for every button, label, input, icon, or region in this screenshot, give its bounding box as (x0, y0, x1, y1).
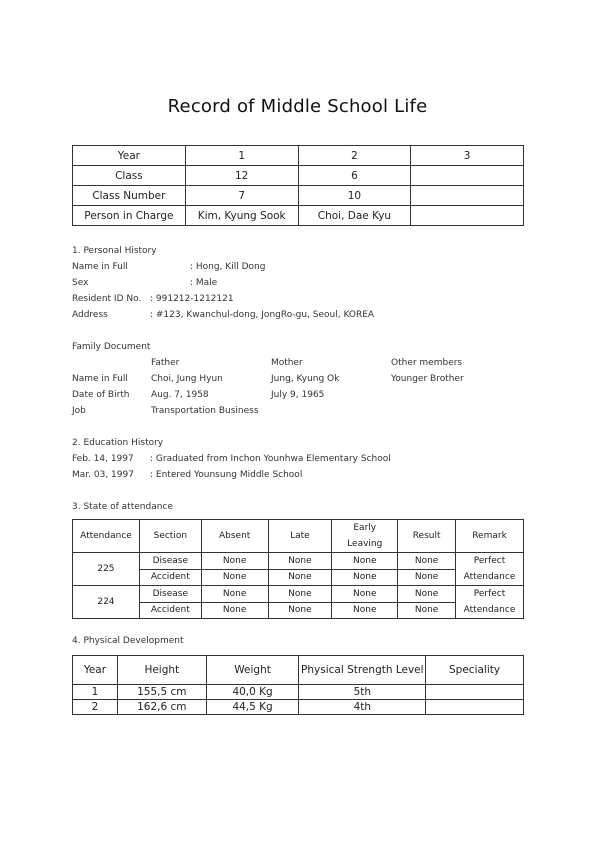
page-title: Record of Middle School Life (167, 96, 428, 117)
table-header-cell: Result (398, 520, 456, 553)
mother-name: Jung, Kyung Ok (271, 374, 340, 384)
table-cell: None (398, 586, 456, 603)
table-row (73, 586, 524, 603)
table-header-cell: Weight (206, 656, 299, 685)
family-col-father: Father (151, 358, 180, 368)
table-header-cell: Attendance (73, 520, 140, 553)
table-row (73, 656, 524, 685)
table-cell: Class (73, 166, 186, 186)
table-cell: 5th (299, 685, 426, 700)
table-cell (426, 700, 524, 715)
table-cell (411, 206, 524, 226)
table-header-cell: Absent (201, 520, 268, 553)
table-cell: 44,5 Kg (206, 700, 299, 715)
attendance-days: 224 (73, 586, 140, 619)
table-cell: None (201, 569, 268, 586)
table-cell: None (332, 586, 398, 603)
table-header-cell: Physical Strength Level (299, 656, 426, 685)
physical-heading: 4. Physical Development (72, 636, 184, 646)
table-cell: 7 (185, 186, 298, 206)
table-cell: None (268, 569, 332, 586)
family-col-mother: Mother (271, 358, 303, 368)
resident-id-value: : 991212-1212121 (150, 294, 234, 304)
table-cell: None (398, 602, 456, 619)
table-cell: None (332, 569, 398, 586)
table-cell: Class Number (73, 186, 186, 206)
resident-id-label: Resident ID No. (72, 294, 142, 304)
sex-value: : Male (190, 278, 218, 288)
table-header-cell: Year (73, 656, 118, 685)
table-header-cell: Early Leaving (332, 520, 398, 553)
family-dob-label: Date of Birth (72, 390, 130, 400)
table-cell: Disease (139, 553, 201, 570)
table-cell (426, 685, 524, 700)
education-text: : Entered Younsung Middle School (150, 470, 303, 480)
table-cell: None (332, 553, 398, 570)
address-value: : #123, Kwanchul-dong, JongRo-gu, Seoul, KOREA (150, 310, 375, 320)
father-dob: Aug. 7, 1958 (151, 390, 209, 400)
table-cell: 40,0 Kg (206, 685, 299, 700)
name-label: Name in Full (72, 262, 128, 272)
attendance-table (72, 519, 524, 619)
table-cell: Kim, Kyung Sook (185, 206, 298, 226)
mother-dob: July 9, 1965 (271, 390, 325, 400)
table-cell: 1 (73, 685, 118, 700)
table-header-cell: Speciality (426, 656, 524, 685)
table-cell: None (268, 586, 332, 603)
table-cell: None (332, 602, 398, 619)
personal-history-heading: 1. Personal History (72, 246, 157, 256)
physical-table (72, 655, 524, 715)
table-cell: 155,5 cm (117, 685, 206, 700)
table-cell: 2 (298, 146, 411, 166)
table-cell: Year (73, 146, 186, 166)
table-cell: Person in Charge (73, 206, 186, 226)
attendance-heading: 3. State of attendance (72, 502, 173, 512)
family-col-other: Other members (391, 358, 463, 368)
table-header-cell: Height (117, 656, 206, 685)
table-row (73, 700, 524, 715)
table-cell: Accident (139, 569, 201, 586)
table-cell: None (268, 602, 332, 619)
table-cell (411, 166, 524, 186)
family-job-label: Job (72, 406, 86, 416)
table-cell: None (201, 602, 268, 619)
table-cell: Accident (139, 602, 201, 619)
attendance-remark: Perfect Attendance (456, 586, 524, 619)
table-cell: 6 (298, 166, 411, 186)
family-name-label: Name in Full (72, 374, 128, 384)
table-row (73, 520, 524, 553)
table-cell: None (201, 586, 268, 603)
table-cell: Choi, Dae Kyu (298, 206, 411, 226)
other-member-name: Younger Brother (391, 374, 464, 384)
table-cell: 2 (73, 700, 118, 715)
table-row (73, 186, 524, 206)
table-row (73, 553, 524, 570)
education-text: : Graduated from Inchon Younhwa Elementary School (150, 454, 391, 464)
table-header-cell: Section (139, 520, 201, 553)
table-cell: 12 (185, 166, 298, 186)
class-table (72, 145, 524, 226)
table-row (73, 685, 524, 700)
table-cell: 3 (411, 146, 524, 166)
attendance-days: 225 (73, 553, 140, 586)
attendance-remark: Perfect Attendance (456, 553, 524, 586)
table-header-cell: Remark (456, 520, 524, 553)
table-header-cell: Late (268, 520, 332, 553)
education-date: Feb. 14, 1997 (72, 454, 134, 464)
table-cell: 162,6 cm (117, 700, 206, 715)
address-label: Address (72, 310, 108, 320)
education-heading: 2. Education History (72, 438, 164, 448)
table-cell: 10 (298, 186, 411, 206)
table-cell: Disease (139, 586, 201, 603)
family-document-heading: Family Document (72, 342, 151, 352)
table-cell: None (398, 569, 456, 586)
name-value: : Hong, Kill Dong (190, 262, 266, 272)
education-date: Mar. 03, 1997 (72, 470, 134, 480)
table-row (73, 206, 524, 226)
table-row (73, 146, 524, 166)
table-cell (411, 186, 524, 206)
table-cell: None (398, 553, 456, 570)
father-name: Choi, Jung Hyun (151, 374, 223, 384)
sex-label: Sex (72, 278, 89, 288)
table-cell: None (268, 553, 332, 570)
table-cell: None (201, 553, 268, 570)
table-cell: 1 (185, 146, 298, 166)
table-row (73, 166, 524, 186)
father-job: Transportation Business (151, 406, 259, 416)
table-cell: 4th (299, 700, 426, 715)
